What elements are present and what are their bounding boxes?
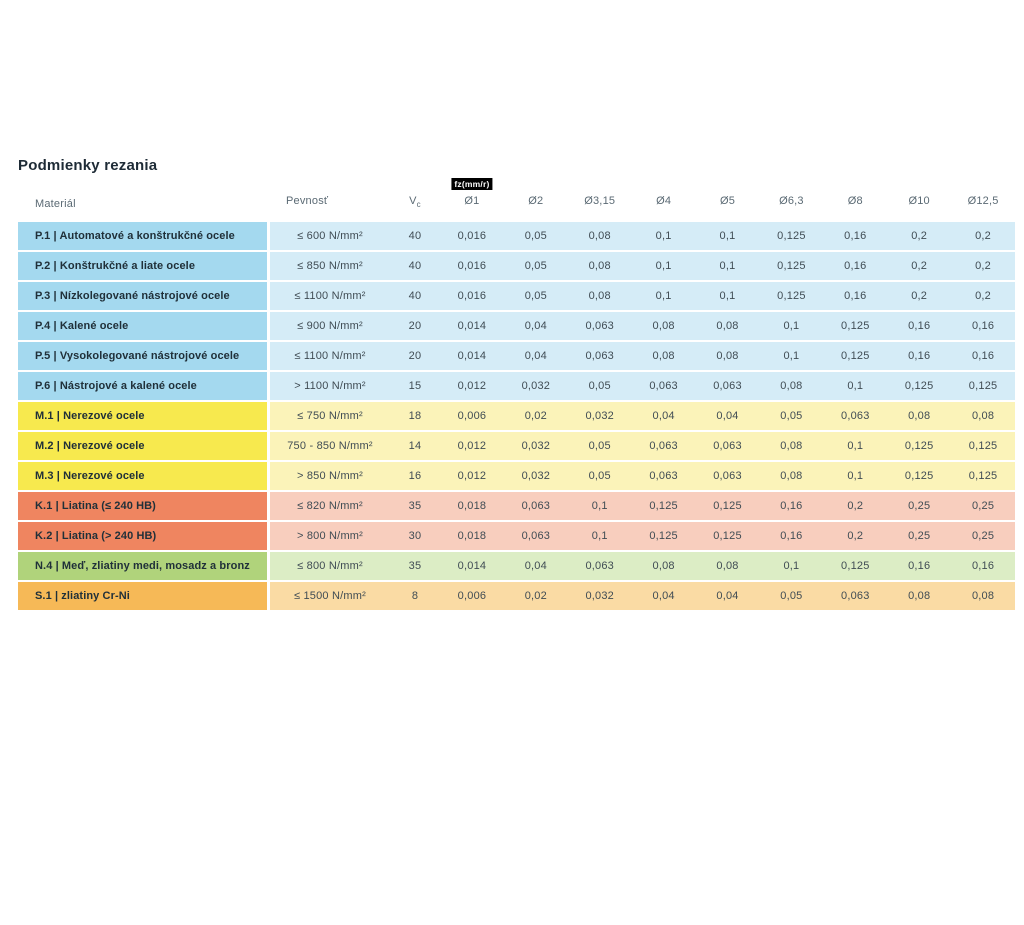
fz-cell: 0,063 [713,470,742,482]
fz-cell: 0,1 [783,350,800,362]
fz-cell: 0,02 [524,590,547,602]
fz-unit-badge: fz(mm/r) [451,178,492,190]
fz-cell: 0,04 [524,320,547,332]
fz-cell: 0,125 [841,560,870,572]
fz-cell: 0,032 [521,470,551,482]
row-values [270,462,1015,490]
fz-cell: 0,1 [783,320,800,332]
fz-cell: 0,006 [457,590,487,602]
fz-cell: 0,05 [780,410,803,422]
fz-cell: 0,125 [968,440,998,452]
row-values [270,222,1015,250]
fz-cell: 0,05 [524,260,547,272]
vc-cell: 8 [411,590,419,602]
row-values [270,582,1015,610]
fz-cell: 0,08 [971,590,995,602]
fz-cell: 0,063 [649,470,678,482]
fz-cell: 0,006 [457,410,487,422]
table-row [18,372,1015,400]
fz-cell: 0,063 [649,380,678,392]
vc-subscript: c [416,200,421,209]
table-row [18,552,1015,580]
fz-cell: 0,08 [908,590,931,602]
vc-cell: 20 [408,320,422,332]
fz-cell: 0,1 [655,230,672,242]
fz-cell: 0,063 [841,590,870,602]
fz-cell: 0,1 [783,560,800,572]
fz-cell: 0,08 [716,350,739,362]
table-row [18,522,1015,550]
row-values [270,342,1015,370]
column-header-d1-label: Ø1 [464,194,480,207]
row-values [270,252,1015,280]
pevnost-cell: ≤ 600 N/mm² [297,230,363,242]
column-header-d8: Ø10 [908,194,930,207]
fz-cell: 0,08 [780,380,803,392]
pevnost-cell: ≤ 1500 N/mm² [293,590,366,602]
fz-cell: 0,25 [971,530,995,542]
fz-cell: 0,05 [588,470,611,482]
material-cell: P.2 | Konštrukčné a liate ocele [18,252,267,280]
material-cell: M.3 | Nerezové ocele [18,462,267,490]
row-values [270,282,1015,310]
pevnost-cell: ≤ 800 N/mm² [297,560,363,572]
fz-cell: 0,125 [777,230,806,242]
fz-cell: 0,016 [457,260,487,272]
fz-cell: 0,25 [908,530,931,542]
row-values [270,312,1015,340]
fz-cell: 0,16 [971,320,995,332]
row-values [270,552,1015,580]
fz-cell: 0,125 [713,530,742,542]
row-values [270,432,1015,460]
vc-cell: 35 [408,560,422,572]
fz-cell: 0,1 [591,530,608,542]
column-header-d3: Ø3,15 [584,194,616,207]
fz-cell: 0,16 [908,320,931,332]
fz-cell: 0,125 [841,320,870,332]
column-header-d1 [440,178,504,211]
fz-cell: 0,125 [904,470,934,482]
fz-cell: 0,04 [652,410,675,422]
fz-cell: 0,2 [847,500,864,512]
material-cell: P.6 | Nástrojové a kalené ocele [18,372,267,400]
fz-cell: 0,125 [649,530,678,542]
material-cell: K.2 | Liatina (> 240 HB) [18,522,267,550]
fz-cell: 0,16 [908,560,931,572]
fz-cell: 0,2 [975,290,992,302]
fz-cell: 0,16 [971,560,995,572]
fz-cell: 0,04 [524,560,547,572]
fz-cell: 0,1 [719,290,736,302]
vc-cell: 30 [408,530,422,542]
pevnost-cell: > 800 N/mm² [296,530,364,542]
fz-cell: 0,04 [716,410,739,422]
fz-cell: 0,063 [521,530,551,542]
vc-cell: 40 [408,260,422,272]
fz-cell: 0,012 [457,470,487,482]
fz-cell: 0,012 [457,440,487,452]
column-header-d6: Ø6,3 [779,194,804,207]
fz-cell: 0,1 [655,260,672,272]
fz-cell: 0,018 [457,500,487,512]
vc-cell: 40 [408,290,422,302]
table-row [18,282,1015,310]
table-row [18,432,1015,460]
fz-cell: 0,25 [908,500,931,512]
pevnost-cell: ≤ 900 N/mm² [297,320,363,332]
fz-cell: 0,018 [457,530,487,542]
table-rows [18,222,1015,610]
pevnost-cell: ≤ 750 N/mm² [297,410,363,422]
column-header-d2: Ø2 [528,194,544,207]
fz-cell: 0,063 [713,380,742,392]
column-header-d9: Ø12,5 [967,194,999,207]
fz-cell: 0,08 [588,230,611,242]
fz-cell: 0,05 [780,590,803,602]
vc-cell: 14 [408,440,422,452]
fz-cell: 0,16 [780,530,803,542]
fz-cell: 0,05 [588,440,611,452]
material-cell: P.3 | Nízkolegované nástrojové ocele [18,282,267,310]
fz-cell: 0,125 [904,440,934,452]
fz-cell: 0,04 [652,590,675,602]
material-cell: K.1 | Liatina (≤ 240 HB) [18,492,267,520]
table-row [18,462,1015,490]
fz-cell: 0,063 [585,320,614,332]
pevnost-cell: 750 - 850 N/mm² [287,440,373,452]
pevnost-cell: ≤ 1100 N/mm² [294,350,366,362]
header-strip [270,178,1015,211]
fz-cell: 0,1 [847,470,864,482]
column-header-d5: Ø5 [719,194,736,207]
fz-cell: 0,16 [844,290,867,302]
fz-cell: 0,08 [652,560,675,572]
cutting-conditions-table [18,178,1015,610]
fz-cell: 0,125 [968,380,998,392]
fz-cell: 0,032 [585,590,614,602]
vc-cell: 18 [408,410,422,422]
column-header-material: Materiál [35,198,76,210]
row-values [270,402,1015,430]
fz-cell: 0,04 [524,350,547,362]
material-cell: N.4 | Meď, zliatiny medi, mosadz a bronz [18,552,267,580]
fz-cell: 0,05 [588,380,611,392]
fz-cell: 0,05 [524,230,547,242]
pevnost-cell: ≤ 850 N/mm² [297,260,363,272]
table-row [18,492,1015,520]
fz-cell: 0,08 [716,320,739,332]
table-row [18,582,1015,610]
fz-cell: 0,125 [904,380,934,392]
column-header-pevnost: Pevnosť [286,194,329,207]
fz-cell: 0,08 [588,260,611,272]
fz-cell: 0,2 [975,260,992,272]
fz-cell: 0,04 [716,590,739,602]
pevnost-cell: ≤ 820 N/mm² [297,500,363,512]
fz-cell: 0,2 [911,290,928,302]
vc-symbol: V [409,194,417,207]
table-row [18,312,1015,340]
fz-cell: 0,012 [457,380,487,392]
fz-cell: 0,063 [649,440,678,452]
fz-cell: 0,014 [457,350,487,362]
fz-cell: 0,032 [521,380,551,392]
material-cell: P.1 | Automatové a konštrukčné ocele [18,222,267,250]
fz-cell: 0,1 [655,290,672,302]
fz-cell: 0,05 [524,290,547,302]
fz-cell: 0,25 [971,500,995,512]
table-header [18,178,1015,211]
fz-cell: 0,2 [911,260,928,272]
fz-cell: 0,08 [780,440,803,452]
table-row [18,402,1015,430]
fz-cell: 0,16 [971,350,995,362]
fz-cell: 0,032 [521,440,551,452]
table-row [18,342,1015,370]
column-header-d4: Ø4 [656,194,672,207]
fz-cell: 0,125 [649,500,678,512]
vc-cell: 20 [408,350,422,362]
table-row [18,222,1015,250]
fz-cell: 0,014 [457,560,487,572]
fz-cell: 0,08 [652,350,675,362]
column-header-vc [390,195,440,211]
column-header-d7: Ø8 [847,194,863,207]
row-values [270,492,1015,520]
fz-cell: 0,016 [457,290,487,302]
fz-cell: 0,063 [521,500,551,512]
fz-cell: 0,08 [908,410,931,422]
fz-cell: 0,1 [847,440,864,452]
material-cell: P.5 | Vysokolegované nástrojové ocele [18,342,267,370]
fz-cell: 0,08 [780,470,803,482]
vc-cell: 16 [408,470,422,482]
table-row [18,252,1015,280]
fz-cell: 0,08 [971,410,995,422]
pevnost-cell: > 850 N/mm² [296,470,364,482]
fz-cell: 0,16 [908,350,931,362]
fz-cell: 0,2 [847,530,864,542]
pevnost-cell: ≤ 1100 N/mm² [294,290,366,302]
row-values [270,372,1015,400]
fz-cell: 0,1 [591,500,608,512]
fz-cell: 0,08 [716,560,739,572]
fz-cell: 0,08 [588,290,611,302]
vc-cell: 40 [408,230,422,242]
vc-cell: 35 [408,500,422,512]
fz-cell: 0,08 [652,320,675,332]
fz-cell: 0,063 [585,350,614,362]
fz-cell: 0,2 [911,230,928,242]
fz-cell: 0,125 [777,290,806,302]
fz-cell: 0,1 [719,260,736,272]
material-cell: S.1 | zliatiny Cr-Ni [18,582,267,610]
fz-cell: 0,16 [780,500,803,512]
fz-cell: 0,16 [844,230,867,242]
pevnost-cell: > 1100 N/mm² [294,380,366,392]
fz-cell: 0,125 [841,350,870,362]
fz-cell: 0,063 [713,440,742,452]
fz-cell: 0,1 [847,380,864,392]
fz-cell: 0,02 [524,410,547,422]
fz-cell: 0,014 [457,320,487,332]
fz-cell: 0,125 [713,500,742,512]
fz-cell: 0,016 [457,230,487,242]
fz-cell: 0,1 [719,230,736,242]
fz-cell: 0,125 [777,260,806,272]
fz-cell: 0,2 [975,230,992,242]
page-title: Podmienky rezania [18,157,158,174]
fz-cell: 0,063 [585,560,614,572]
fz-cell: 0,125 [968,470,998,482]
fz-cell: 0,16 [844,260,867,272]
material-cell: M.2 | Nerezové ocele [18,432,267,460]
row-values [270,522,1015,550]
fz-cell: 0,032 [585,410,614,422]
material-cell: M.1 | Nerezové ocele [18,402,267,430]
vc-cell: 15 [408,380,422,392]
page [18,157,1024,610]
fz-cell: 0,063 [841,410,870,422]
material-cell: P.4 | Kalené ocele [18,312,267,340]
